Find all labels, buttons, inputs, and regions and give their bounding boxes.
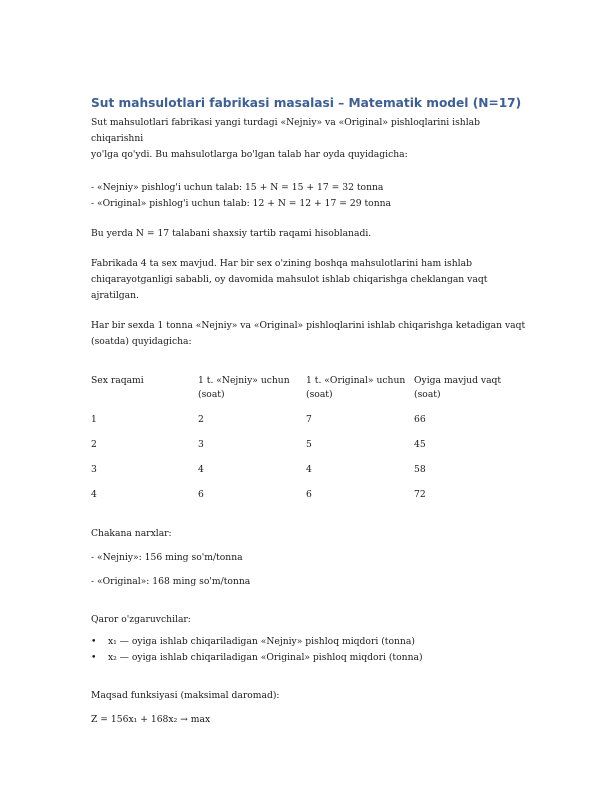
header-sex-number: Sex raqami (91, 375, 144, 386)
table-header-cell (198, 374, 306, 402)
table-header-cell (306, 374, 414, 402)
demand-nejniy: - «Nejniy» pishlog'i uchun talab: 15 + N = 15 + 17 = 32 tonna (91, 182, 384, 193)
table-cell: 4 (91, 489, 97, 500)
table-row (91, 402, 524, 427)
variable-x1: x₁ — oyiga ishlab chiqariladigan «Nejniy» pishloq miqdori (tonna) (108, 636, 415, 647)
demand-original: - «Original» pishlog'i uchun talab: 12 + N = 12 + 17 = 29 tonna (91, 198, 392, 209)
table-row (91, 452, 524, 477)
list-item (91, 650, 531, 666)
table-row (91, 477, 524, 502)
table-cell: 3 (198, 439, 204, 450)
bullet-icon: • (91, 636, 97, 647)
table-cell: 58 (414, 464, 426, 475)
table-cell: 2 (198, 414, 204, 425)
table-cell: 1 (91, 414, 97, 425)
price-original: - «Original»: 168 ming so'm/tonna (91, 576, 251, 587)
intro-line-1: Sut mahsulotlari fabrikasi yangi turdagi «Nejniy» va «Original» pishloqlarini ishlab chiqarishni (91, 117, 481, 144)
variable-x2: x₂ — oyiga ishlab chiqariladigan «Original» pishloq miqdori (tonna) (108, 652, 423, 663)
table-cell: 6 (198, 489, 204, 500)
header-original-unit: (soat) (306, 389, 333, 400)
table-header-cell (414, 374, 524, 402)
table-cell: 2 (91, 439, 97, 450)
table-cell: 4 (198, 464, 204, 475)
table-cell: 66 (414, 414, 426, 425)
table-cell: 6 (306, 489, 312, 500)
time-intro-line-1: Har bir sexda 1 tonna «Nejniy» va «Original» pishloqlarini ishlab chiqarishga ketadigan vaqt (91, 320, 526, 331)
n-note: Bu yerda N = 17 talabani shaxsiy tartib raqami hisoblanadi. (91, 228, 372, 239)
sections-line-1: Fabrikada 4 ta sex mavjud. Har bir sex o'zining boshqa mahsulotlarini ham ishlab (91, 258, 472, 269)
table-cell: 4 (306, 464, 312, 475)
price-nejniy: - «Nejniy»: 156 ming so'm/tonna (91, 552, 243, 563)
objective-heading: Maqsad funksiyasi (maksimal daromad): (91, 690, 280, 701)
header-available-time: Oyiga mavjud vaqt (414, 375, 502, 386)
table-cell: 45 (414, 439, 426, 450)
list-item (91, 634, 531, 650)
objective-formula: Z = 156x₁ + 168x₂ → max (91, 714, 211, 725)
table-header-row (91, 374, 524, 402)
header-nejniy-time: 1 t. «Nejniy» uchun (198, 375, 290, 386)
variables-heading: Qaror o'zgaruvchilar: (91, 614, 191, 625)
table-row (91, 427, 524, 452)
table-cell: 7 (306, 414, 312, 425)
table-cell: 72 (414, 489, 426, 500)
header-available-unit: (soat) (414, 389, 441, 400)
table-header-cell (91, 374, 198, 402)
workshop-time-table (91, 374, 524, 502)
sections-line-2: chiqarayotganligi sababli, oy davomida mahsulot ishlab chiqarishga cheklangan vaqt ajratilgan. (91, 274, 488, 301)
header-nejniy-unit: (soat) (198, 389, 225, 400)
table-cell: 5 (306, 439, 312, 450)
document-title: Sut mahsulotlari fabrikasi masalasi – Matematik model (N=17) (91, 96, 522, 110)
prices-heading: Chakana narxlar: (91, 528, 172, 539)
intro-line-2: yo'lga qo'ydi. Bu mahsulotlarga bo'lgan talab har oyda quyidagicha: (91, 149, 408, 160)
time-intro-line-2: (soatda) quyidagicha: (91, 336, 192, 347)
document-page (91, 96, 531, 728)
table-cell: 3 (91, 464, 97, 475)
variables-list (91, 634, 531, 666)
header-original-time: 1 t. «Original» uchun (306, 375, 406, 386)
bullet-icon: • (91, 652, 97, 663)
